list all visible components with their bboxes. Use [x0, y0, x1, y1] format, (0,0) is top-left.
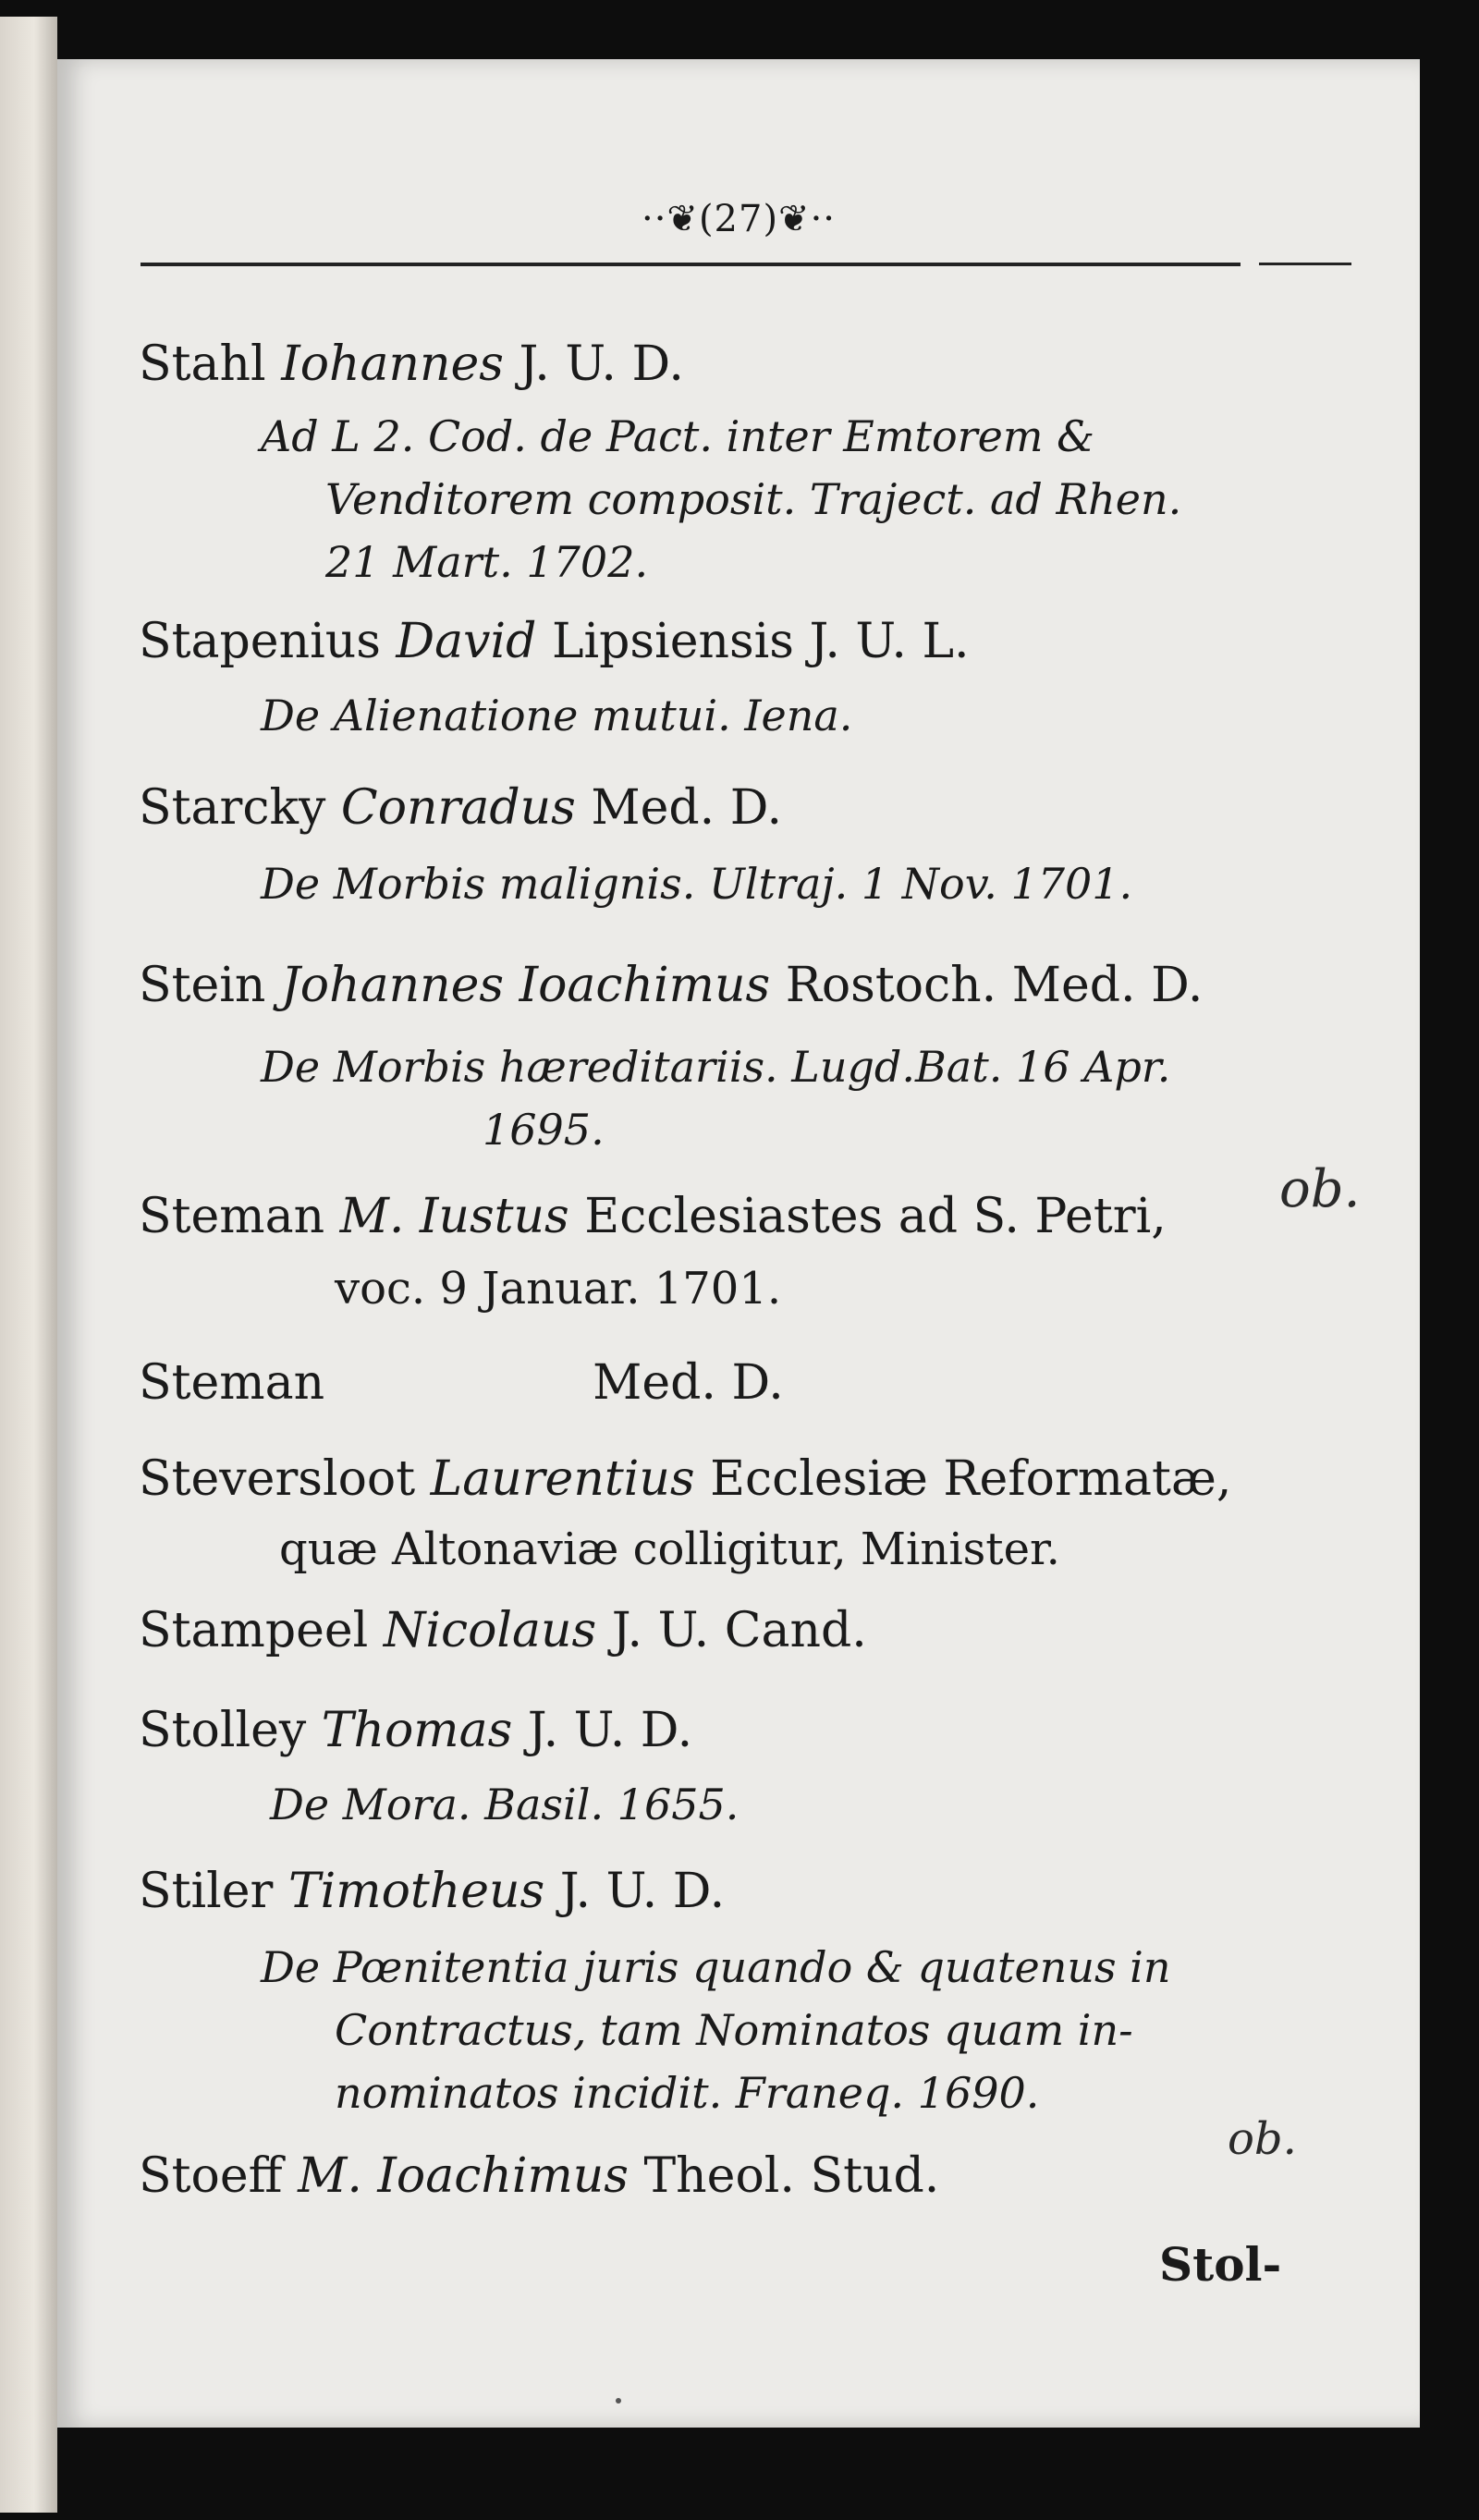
entry-heading: Stapenius David Lipsiensis J. U. L. [139, 614, 970, 669]
entry-heading: Stoeff M. Ioachimus Theol. Stud. [139, 2148, 940, 2204]
entry-line: 1695. [483, 1105, 605, 1155]
header-rule [141, 263, 1241, 266]
entry-line: Venditorem composit. Traject. ad Rhen. [325, 474, 1182, 524]
entry-heading: Steman Med. D. [139, 1355, 784, 1411]
entry-line: De Mora. Basil. 1655. [270, 1780, 740, 1829]
entry-heading: Stiler Timotheus J. U. D. [139, 1864, 726, 1919]
entry-heading: Stampeel Nicolaus J. U. Cand. [139, 1603, 867, 1658]
entry-line: De Pœnitentia juris quando & quatenus in [261, 1942, 1171, 1992]
entry-line: voc. 9 Januar. 1701. [335, 1263, 782, 1315]
entry-line: De Morbis hæreditariis. Lugd.Bat. 16 Apr. [261, 1042, 1171, 1092]
page-header: ··❦(27)❦·· [642, 198, 836, 240]
entry-heading: Steman M. Iustus Ecclesiastes ad S. Petri, [139, 1189, 1167, 1244]
margin-note: ob. [1279, 1159, 1361, 1219]
page-sheet [57, 59, 1420, 2428]
entry-heading: Stein Johannes Ioachimus Rostoch. Med. D. [139, 958, 1204, 1013]
margin-note: ob. [1228, 2113, 1297, 2165]
catchword: Stol- [1159, 2237, 1282, 2292]
ink-speck [616, 2398, 621, 2404]
entry-heading: Starcky Conradus Med. D. [139, 780, 783, 836]
entry-heading: Steversloot Laurentius Ecclesiæ Reformatæ, [139, 1451, 1232, 1507]
entry-line: nominatos incidit. Franeq. 1690. [335, 2068, 1040, 2118]
entry-line: Contractus, tam Nominatos quam in- [335, 2005, 1133, 2055]
entry-line: De Morbis malignis. Ultraj. 1 Nov. 1701. [261, 859, 1133, 909]
entry-line: De Alienatione mutui. Iena. [261, 691, 853, 740]
entry-heading: Stahl Iohannes J. U. D. [139, 336, 684, 392]
entry-line: quæ Altonaviæ colligitur, Minister. [279, 1523, 1060, 1575]
entry-line: 21 Mart. 1702. [325, 537, 649, 587]
page-text [57, 59, 1420, 2428]
header-rule-short [1259, 263, 1351, 265]
entry-heading: Stolley Thomas J. U. D. [139, 1703, 693, 1758]
facing-page-edge [0, 17, 57, 2513]
entry-line: Ad L 2. Cod. de Pact. inter Emtorem & [261, 411, 1095, 461]
